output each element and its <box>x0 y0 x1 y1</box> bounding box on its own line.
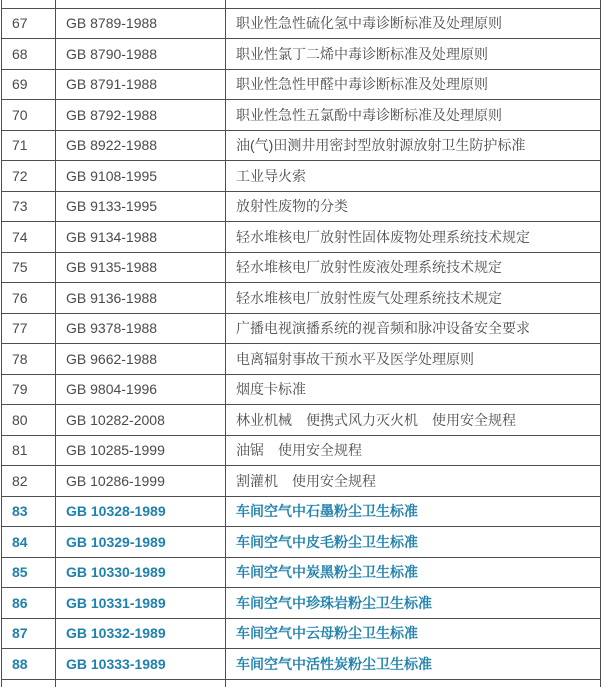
table-row <box>2 100 601 131</box>
standard-title-cell: 工业导火索 <box>226 161 601 192</box>
row-number-cell: 72 <box>2 161 56 192</box>
standard-code-cell[interactable]: GB 10328-1989 <box>56 496 226 527</box>
standard-title-cell: 轻水堆核电厂放射性废气处理系统技术规定 <box>226 283 601 314</box>
table-row <box>2 8 601 39</box>
standard-code-cell: GB 8922-1988 <box>56 130 226 161</box>
standard-title-cell: 电离辐射事故干预水平及医学处理原则 <box>226 344 601 375</box>
row-number-cell: 80 <box>2 405 56 436</box>
standard-code-cell[interactable]: GB 10329-1989 <box>56 527 226 558</box>
row-number-cell[interactable]: 83 <box>2 496 56 527</box>
row-number-cell[interactable]: 84 <box>2 527 56 558</box>
table-row <box>2 466 601 497</box>
standard-code-cell: GB 10285-1999 <box>56 435 226 466</box>
table-row <box>2 252 601 283</box>
row-number-cell: 76 <box>2 283 56 314</box>
standard-title-cell: 轻水堆核电厂放射性废液处理系统技术规定 <box>226 252 601 283</box>
standard-title-cell[interactable]: 车间空气中炭黑粉尘卫生标准 <box>226 557 601 588</box>
standard-code-cell: GB 9378-1988 <box>56 313 226 344</box>
row-number-cell: 68 <box>2 39 56 70</box>
table-row <box>2 344 601 375</box>
row-number-cell[interactable]: 86 <box>2 588 56 619</box>
standard-title-cell <box>226 0 601 8</box>
standard-title-cell[interactable]: 车间空气中珍珠岩粉尘卫生标准 <box>226 588 601 619</box>
row-number-cell <box>2 0 56 8</box>
standard-title-cell: 职业性急性五氯酚中毒诊断标准及处理原则 <box>226 100 601 131</box>
standard-code-cell: GB 10286-1999 <box>56 466 226 497</box>
standard-title-cell[interactable]: 车间空气中皮毛粉尘卫生标准 <box>226 527 601 558</box>
standard-code-cell: GB 9108-1995 <box>56 161 226 192</box>
row-number-cell: 79 <box>2 374 56 405</box>
row-number-cell[interactable]: 85 <box>2 557 56 588</box>
table-row-partial-bottom <box>2 679 601 687</box>
row-number-cell[interactable]: 87 <box>2 618 56 649</box>
row-number-cell: 75 <box>2 252 56 283</box>
row-number-cell: 70 <box>2 100 56 131</box>
row-number-cell: 77 <box>2 313 56 344</box>
table-row <box>2 618 601 649</box>
standard-code-cell[interactable]: GB 10331-1989 <box>56 588 226 619</box>
table-row <box>2 191 601 222</box>
standard-code-cell: GB 9133-1995 <box>56 191 226 222</box>
row-number-cell: 81 <box>2 435 56 466</box>
standard-code-cell: GB 9662-1988 <box>56 344 226 375</box>
standard-code-cell: GB 8790-1988 <box>56 39 226 70</box>
row-number-cell: 73 <box>2 191 56 222</box>
standard-code-cell <box>56 679 226 687</box>
row-number-cell: 78 <box>2 344 56 375</box>
standard-title-cell: 林业机械 便携式风力灭火机 使用安全规程 <box>226 405 601 436</box>
standard-title-cell: 职业性氯丁二烯中毒诊断标准及处理原则 <box>226 39 601 70</box>
row-number-cell: 69 <box>2 69 56 100</box>
standard-title-cell: 割灌机 使用安全规程 <box>226 466 601 497</box>
standard-code-cell[interactable]: GB 10333-1989 <box>56 649 226 680</box>
standard-title-cell[interactable]: 车间空气中云母粉尘卫生标准 <box>226 618 601 649</box>
standard-code-cell: GB 9804-1996 <box>56 374 226 405</box>
table-row <box>2 161 601 192</box>
table-row <box>2 435 601 466</box>
standard-code-cell: GB 8791-1988 <box>56 69 226 100</box>
row-number-cell <box>2 679 56 687</box>
standard-code-cell: GB 9134-1988 <box>56 222 226 253</box>
standard-title-cell: 油锯 使用安全规程 <box>226 435 601 466</box>
row-number-cell: 67 <box>2 8 56 39</box>
standard-code-cell: GB 8792-1988 <box>56 100 226 131</box>
table-row <box>2 588 601 619</box>
row-number-cell: 71 <box>2 130 56 161</box>
table-row <box>2 649 601 680</box>
table-row <box>2 496 601 527</box>
table-row <box>2 557 601 588</box>
table-row <box>2 222 601 253</box>
table-row <box>2 405 601 436</box>
standard-code-cell <box>56 0 226 8</box>
table-row <box>2 374 601 405</box>
standard-code-cell: GB 9135-1988 <box>56 252 226 283</box>
table-row <box>2 283 601 314</box>
table-row <box>2 130 601 161</box>
standard-code-cell: GB 9136-1988 <box>56 283 226 314</box>
standard-title-cell: 油(气)田测井用密封型放射源放射卫生防护标准 <box>226 130 601 161</box>
standard-title-cell: 轻水堆核电厂放射性固体废物处理系统技术规定 <box>226 222 601 253</box>
standard-code-cell: GB 10282-2008 <box>56 405 226 436</box>
standard-title-cell: 广播电视演播系统的视音频和脉冲设备安全要求 <box>226 313 601 344</box>
standard-code-cell: GB 8789-1988 <box>56 8 226 39</box>
row-number-cell: 82 <box>2 466 56 497</box>
standard-code-cell[interactable]: GB 10330-1989 <box>56 557 226 588</box>
standard-title-cell: 烟度卡标准 <box>226 374 601 405</box>
table-row <box>2 39 601 70</box>
row-number-cell: 74 <box>2 222 56 253</box>
standard-title-cell: 职业性急性甲醛中毒诊断标准及处理原则 <box>226 69 601 100</box>
standard-title-cell[interactable]: 车间空气中活性炭粉尘卫生标准 <box>226 649 601 680</box>
table-row <box>2 527 601 558</box>
row-number-cell[interactable]: 88 <box>2 649 56 680</box>
standard-title-cell <box>226 679 601 687</box>
standard-title-cell: 放射性废物的分类 <box>226 191 601 222</box>
standards-table <box>1 0 601 687</box>
standard-title-cell[interactable]: 车间空气中石墨粉尘卫生标准 <box>226 496 601 527</box>
table-row <box>2 313 601 344</box>
table-row <box>2 69 601 100</box>
standard-title-cell: 职业性急性硫化氢中毒诊断标准及处理原则 <box>226 8 601 39</box>
standard-code-cell[interactable]: GB 10332-1989 <box>56 618 226 649</box>
table-row-partial-top <box>2 0 601 8</box>
